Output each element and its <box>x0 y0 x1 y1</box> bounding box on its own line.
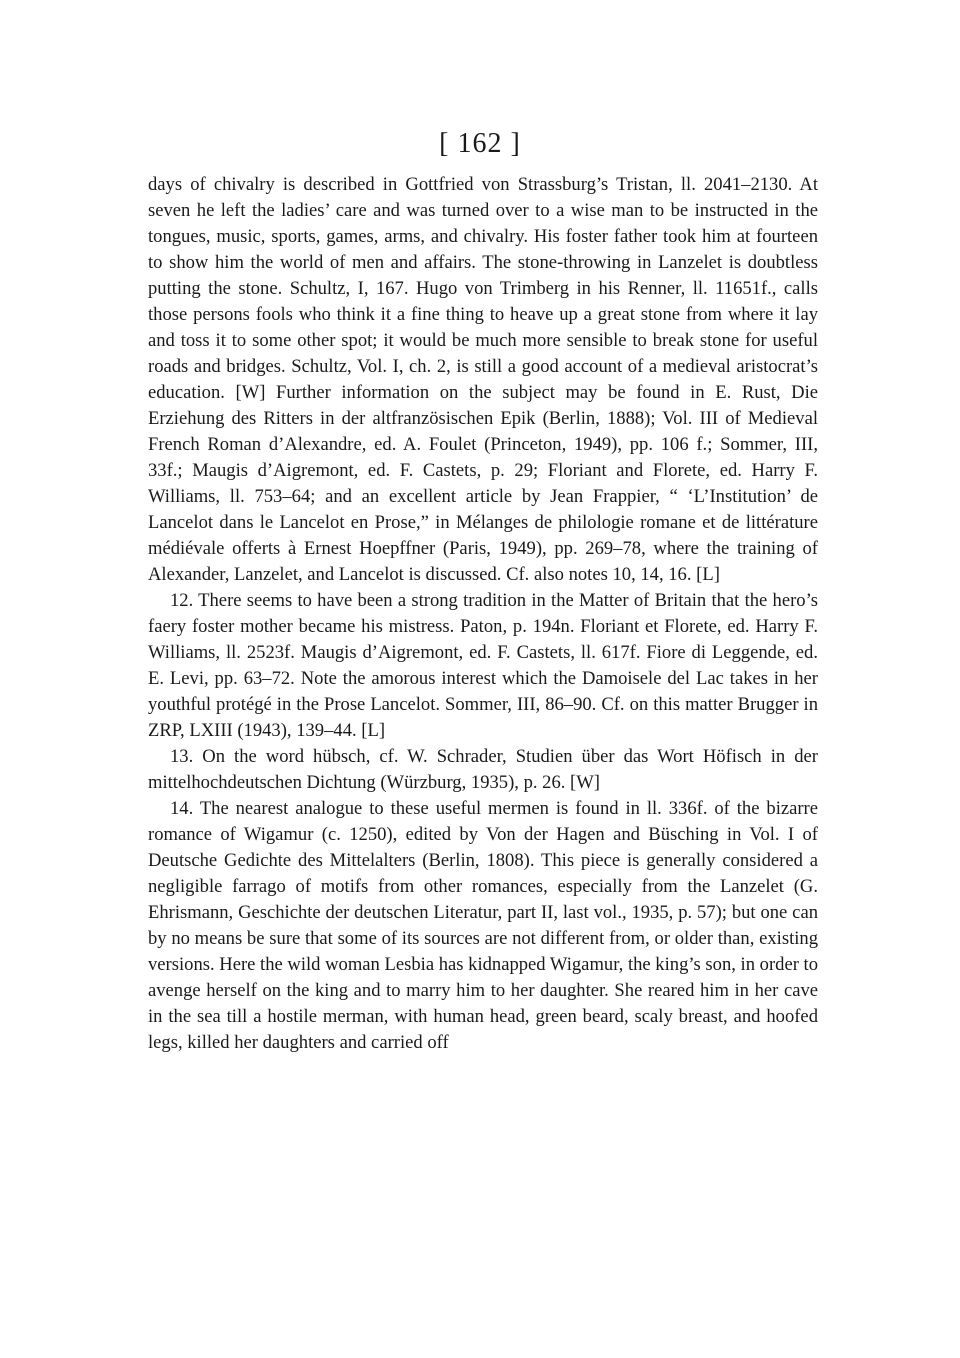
paragraph-continuation: days of chivalry is described in Gottfried von Strassburg’s Tristan, ll. 2041–2130. At seven he left the ladies’ care and was turned over to a wise man to be instructed in the tongues, music, sports, games, arms, and chivalry. His foster father took him at fourteen to show him the world of men and affairs. The stone-throwing in Lanzelet is doubtless putting the stone. Schultz, I, 167. Hugo von Trimberg in his Renner, ll. 11651f., calls those persons fools who think it a fine thing to heave up a great stone from where it lay and toss it to some other spot; it would be much more sensible to break stone for useful roads and bridges. Schultz, Vol. I, ch. 2, is still a good account of a medieval aristocrat’s education. [W] Further information on the subject may be found in E. Rust, Die Erziehung des Ritters in der altfranzösischen Epik (Berlin, 1888); Vol. III of Medieval French Roman d’Alexandre, ed. A. Foulet (Princeton, 1949), pp. 106 f.; Sommer, III, 33f.; Maugis d’Aigremont, ed. F. Castets, p. 29; Floriant and Florete, ed. Harry F. Williams, ll. 753–64; and an excellent article by Jean Frappier, “ ‘L’Institution’ de Lancelot dans le Lancelot en Prose,” in Mélanges de philologie romane et de littérature médiévale offerts à Ernest Hoepffner (Paris, 1949), pp. 269–78, where the training of Alexander, Lanzelet, and Lancelot is discussed. Cf. also notes 10, 14, 16. [L] <box>148 174 818 585</box>
note-13: 13. On the word hübsch, cf. W. Schrader, Studien über das Wort Höfisch in der mittelhochdeutschen Dichtung (Würzburg, 1935), p. 26. [W] <box>148 746 818 793</box>
note-12: 12. There seems to have been a strong tradition in the Matter of Britain that the hero’s faery foster mother became his mistress. Paton, p. 194n. Floriant et Florete, ed. Harry F. Williams, ll. 2523f. Maugis d’Aigremont, ed. F. Castets, ll. 617f. Fiore di Leggende, ed. E. Levi, pp. 63–72. Note the amorous interest which the Damoisele del Lac takes in her youthful protégé in the Prose Lancelot. Sommer, III, 86–90. Cf. on this matter Brugger in ZRP, LXIII (1943), 139–44. [L] <box>148 590 818 741</box>
page-number: [ 162 ] <box>439 128 521 159</box>
main-text <box>148 172 818 1056</box>
note-14: 14. The nearest analogue to these useful mermen is found in ll. 336f. of the bizarre romance of Wigamur (c. 1250), edited by Von der Hagen and Büsching in Vol. I of Deutsche Gedichte des Mittelalters (Berlin, 1808). This piece is generally considered a negligible farrago of motifs from other romances, especially from the Lanzelet (G. Ehrismann, Geschichte der deutschen Literatur, part II, last vol., 1935, p. 57); but one can by no means be sure that some of its sources are not different from, or older than, existing versions. Here the wild woman Lesbia has kidnapped Wigamur, the king’s son, in order to avenge herself on the king and to marry him to her daughter. She reared him in her cave in the sea till a hostile merman, with human head, green beard, scaly breast, and hoofed legs, killed her daughters and carried off <box>148 798 818 1053</box>
